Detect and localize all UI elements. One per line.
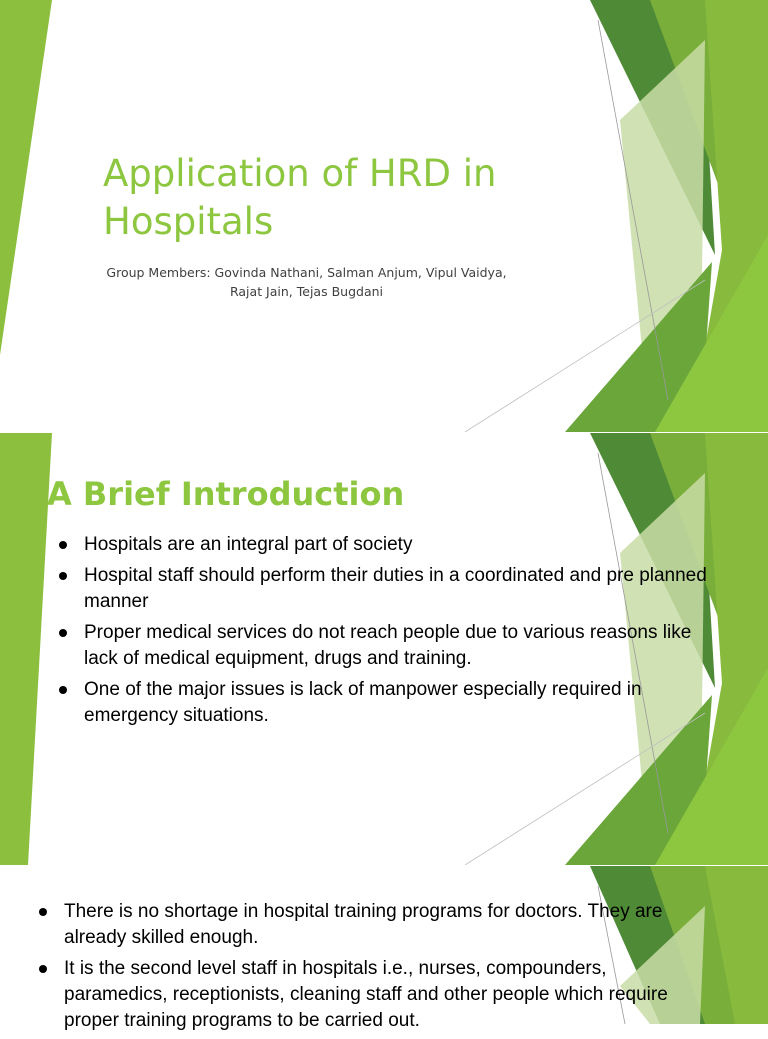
bullet-icon	[39, 908, 47, 916]
bullet-icon	[59, 541, 67, 549]
title-slide	[0, 0, 768, 432]
list-item: Hospitals are an integral part of society	[52, 532, 728, 558]
slide2-bullet-list	[52, 532, 728, 734]
list-item: It is the second level staff in hospitals i.e., nurses, compounders, paramedics, receptionists, cleaning staff and other people which require proper training programs to be carried out.	[32, 956, 712, 1034]
slide1-subtitle: Group Members: Govinda Nathani, Salman Anjum, Vipul Vaidya, Rajat Jain, Tejas Bugdani	[106, 265, 507, 299]
list-item: There is no shortage in hospital training programs for doctors. They are already skilled enough.	[32, 899, 712, 951]
slide2-title: A Brief Introduction	[47, 475, 405, 513]
slide3-bullet-list	[32, 899, 712, 1039]
bullet-icon	[39, 965, 47, 973]
bullet-icon	[59, 686, 67, 694]
list-item: Hospital staff should perform their duties in a coordinated and pre planned manner	[52, 563, 728, 615]
bullet-icon	[59, 572, 67, 580]
list-item: Proper medical services do not reach people due to various reasons like lack of medical equipment, drugs and training.	[52, 620, 728, 672]
bullet-icon	[59, 629, 67, 637]
list-item: One of the major issues is lack of manpower especially required in emergency situations.	[52, 677, 728, 729]
slide1-title: Application of HRD in Hospitals	[103, 152, 497, 243]
